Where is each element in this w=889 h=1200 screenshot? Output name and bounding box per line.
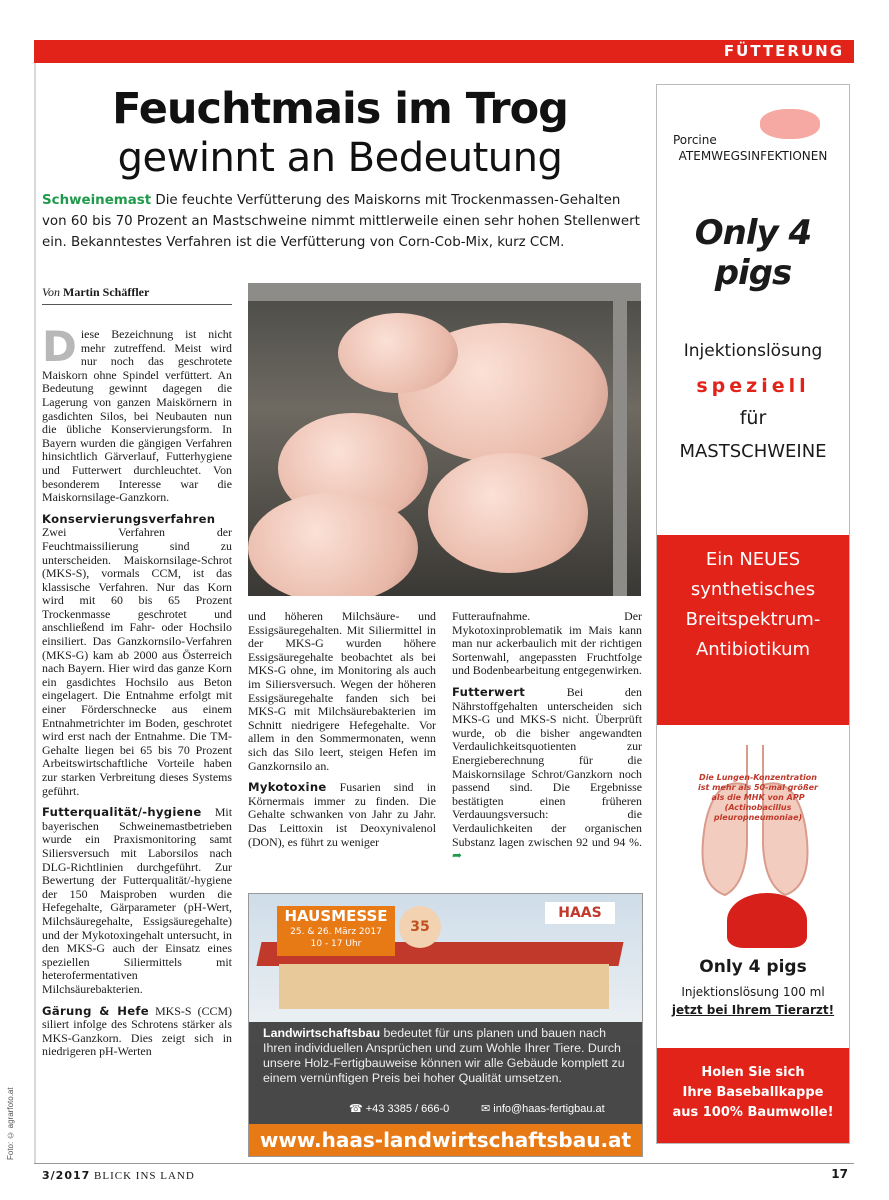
page-number: 17 <box>831 1167 848 1181</box>
footer-issue <box>42 1169 195 1182</box>
ad-brand-small: Only 4 pigs <box>699 957 807 977</box>
ad-phone: ☎ +43 3385 / 666-0 <box>349 1103 450 1115</box>
ad-body-lead: Landwirtschaftsbau <box>263 1026 381 1040</box>
ad-lung-caption: Die Lungen-Konzentration ist mehr als 50-mal größer als die MHK von APP (Actinobacillus pleuropneumoniae) <box>698 773 818 822</box>
ad-brand-logo: Only 4 pigs <box>694 213 812 293</box>
anniversary-seal: 35 <box>399 906 441 948</box>
headline-line-2: gewinnt an Bedeutung <box>117 135 563 181</box>
ad-injektion: Injektionslösung <box>683 341 823 361</box>
text-konservierung: Zwei Verfahren der Feuchtmaissilierung sind zu unterscheiden. Maiskornsilage-Schrot (MKS-S), vormals CCM, ist das klassische Verfahren. Nur das Korn wird mit 60 bis 65 Prozent Trockenmasse geschrotet und anschließend im Fahr- oder Hochsilo einsiliert. Das Ganzkornsilo-Verfahren (MKS-G) kam ab 2000 aus Österreich nach Bayern. Hier wird das ganze Korn ein gasdichtes Hochsilo aus Beton eingelagert. Die Entnahme erfolgt mit einer Förderschnecke aus einem Entnahmetrichter im Boden, geschrotet wird erst nach der Entnahme. Die TM-Gehalte liegen bei 65 bis 70 Prozent Arbeitswirtschaftliche Vorteile haben zur starken Verbreitung dieses Systems geführt. <box>42 525 232 798</box>
intro-text: iese Bezeichnung ist nicht mehr zutreffend. Meist wird nur noch das geschrotete Maiskorn ohne Spindel verfüttert. An Bedeutung gewinnt dagegen die Lagerung von ganzen Maiskörnern in gasdichten Silos, bei Neubauten nun die übliche Konservierungsform. In Bayern wurden die gängigen Verfahren hinsichtlich Gärverlauf, Futterhygiene und Futterwert durchleuchtet. Von besonderem Interesse war die Maiskornsilage-Ganzkorn. <box>42 327 232 505</box>
text-futterqualitaet: Mit bayerischen Schweinemastbetrieben wurde ein Praxismonitoring samt Siliersversuch mit Laborsilos nach DLG-Richtlinien durchgeführt. Zur Bewertung der Futterqualität/-hygiene der 150 Maisproben wurden die Hefegehalte, Gärparameter (pH-Wert, Milchsäuregehalte, Essigsäuregehalte) und der Mykotoxingehalt untersucht, in den MKS-G auch der Einsatz eines speziellen Siliermittels mit heterofermentativen Milchsäurebakterien. <box>42 805 232 996</box>
ad-body <box>263 1026 628 1086</box>
pig-shape <box>248 493 418 596</box>
lead-paragraph <box>42 190 642 253</box>
text-gaerung: MKS-S (CCM) siliert infolge des Schrotens stärker als MKS-Ganzkorn. Dies zeigt sich in niedrigeren pH-Werten <box>42 1003 232 1059</box>
byline-name: Martin Schäffler <box>63 285 150 299</box>
text-mykotoxine-cont: Futteraufnahme. Der Mykotoxinproblematik im Mais kann man nur ackerbaulich mit der richtigen Sortenwahl, angepassten Fruchtfolge und Bodenbearbeitung entgegenwirken. <box>452 609 642 678</box>
ad-fuer: für <box>739 407 767 429</box>
dropcap: D <box>42 322 77 371</box>
section-konservierung <box>42 513 232 798</box>
ad-line-atemwege: ATEMWEGSINFEKTIONEN <box>678 149 828 163</box>
badge-date: 25. & 26. März 2017 <box>290 927 382 937</box>
ad-red-line-1: Ein NEUES <box>705 549 801 570</box>
text-mykotoxine: Fusarien sind in Körnermais immer zu finden. Die Gehalte schwanken von Jahr zu Jahr. Das Leittoxin ist Deoxynivalenol (DON), es führt zu weniger <box>248 780 436 849</box>
byline-prefix: Von <box>42 285 60 299</box>
ad-cta-line-2: Ihre Baseballkappe <box>682 1085 824 1100</box>
footer-issue-number: 3/2017 <box>42 1169 91 1182</box>
section-bar <box>34 40 854 63</box>
ad-cta-line-1: Holen Sie sich <box>701 1065 805 1080</box>
section-gaerung <box>42 1005 232 1059</box>
pen-rail <box>248 283 641 301</box>
photo-credit: Foto: © agrarfoto.at <box>6 1087 15 1160</box>
badge-time: 10 - 17 Uhr <box>310 939 362 949</box>
ad-cta-line-3: aus 100% Baumwolle! <box>672 1105 834 1120</box>
text-gaerung-cont: und höheren Milchsäure- und Essigsäuregehalten. Mit Siliermittel in der MKS-G wurden höhere Essigsäuregehalte beobachtet als bei MKS-G ohne, im Monitoring als auch im Siliersversuch. Wegen der höheren Essigsäuregehalte fanden sich bei MKS-G mit Milchsäurebakterien im Schnitt niedrigere Hefegehalte. Vor allem in den Sommermonaten, wenn sich das Silo leert, steigen Hefen im Ganzkornsilo an. <box>248 609 436 773</box>
ad-red-line-2: synthetisches <box>690 579 816 600</box>
byline <box>42 285 232 305</box>
article-column-3 <box>452 610 642 871</box>
section-futterqualitaet <box>42 806 232 996</box>
ad-speziell: speziell <box>696 375 810 397</box>
subhead-mykotoxine: Mykotoxine <box>248 780 327 795</box>
ad-mastschweine: MASTSCHWEINE <box>679 441 827 462</box>
baseball-cap-icon <box>727 893 807 948</box>
article-column-2 <box>248 610 436 857</box>
subhead-futterqualitaet: Futterqualität/-hygiene <box>42 805 202 820</box>
pen-post <box>613 283 627 596</box>
pigs-photo <box>248 283 641 596</box>
intro-paragraph <box>42 322 232 505</box>
barn-wall <box>279 964 609 1009</box>
ad-email: ✉ info@haas-fertigbau.at <box>481 1103 605 1115</box>
badge-title: HAUSMESSE <box>284 907 388 925</box>
left-frame-rule <box>34 63 36 1163</box>
ad-contacts <box>249 1098 642 1120</box>
section-mykotoxine <box>248 781 436 849</box>
lead-kicker: Schweinemast <box>42 193 152 208</box>
ad-red-line-4: Antibiotikum <box>695 639 811 660</box>
hausmesse-badge <box>277 906 395 956</box>
footer-magazine: BLICK INS LAND <box>94 1170 195 1182</box>
lead-text: Die feuchte Verfütterung des Maiskorns mit Trockenmassen-Gehalten von 60 bis 70 Prozent an Mastschweine nimmt mittlerweile einen sehr hohen Stellenwert ein. Bekanntestes Verfahren ist die Verfütterung von Corn-Cob-Mix, kurz CCM. <box>42 193 640 250</box>
article-column-1 <box>42 322 232 1067</box>
section-futterwert <box>452 686 642 863</box>
ad-body-text: bedeutet für uns planen und bauen nach Ihren individuellen Ansprüchen und zum Wohle Ihrer Tiere. Durch unsere Holz-Fertigbauweise können wir alle Gebäude komplett zu einem vernünftigen Preis bei hoher Qualität umsetzen. <box>263 1026 625 1085</box>
subhead-konservierung: Konservierungsverfahren <box>42 511 216 526</box>
ad-tierarzt: jetzt bei Ihrem Tierarzt! <box>671 1003 835 1017</box>
subhead-futterwert: Futterwert <box>452 684 526 699</box>
haas-advertisement <box>248 893 643 1157</box>
pig-shape <box>338 313 458 393</box>
pig-shape <box>428 453 588 573</box>
footer-rule <box>34 1163 854 1164</box>
haas-logo: HAAS <box>545 902 615 924</box>
headline-line-1: Feuchtmais im Trog <box>112 84 568 134</box>
text-futterwert: Bei den Nährstoffgehalten unterscheiden sich MKS-G und MKS-S nicht. Überprüft wurde, ob die bisher angewandten Verdaulichkeitsquotienten zur Energieberechnung für die Maiskornsilage Schrot/Ganzkorn noch passend sind. Die Ergebnisse bestätigten einen früheren Verdauungsversuch: die Verdaulichkeiten der organischen Substanz lagen zwischen 92 und 94 %. <box>452 684 642 849</box>
ad-url[interactable]: www.haas-landwirtschaftsbau.at <box>249 1124 642 1156</box>
subhead-gaerung: Gärung & Hefe <box>42 1003 149 1018</box>
ad-red-line-3: Breitspektrum- <box>685 609 821 630</box>
side-advertisement <box>656 84 850 1144</box>
continue-arrow-icon: ➦ <box>452 848 462 863</box>
ad-pack-size: Injektionslösung 100 ml <box>681 985 825 999</box>
ad-line-porcine: Porcine <box>673 133 717 147</box>
section-label: FÜTTERUNG <box>723 42 844 60</box>
